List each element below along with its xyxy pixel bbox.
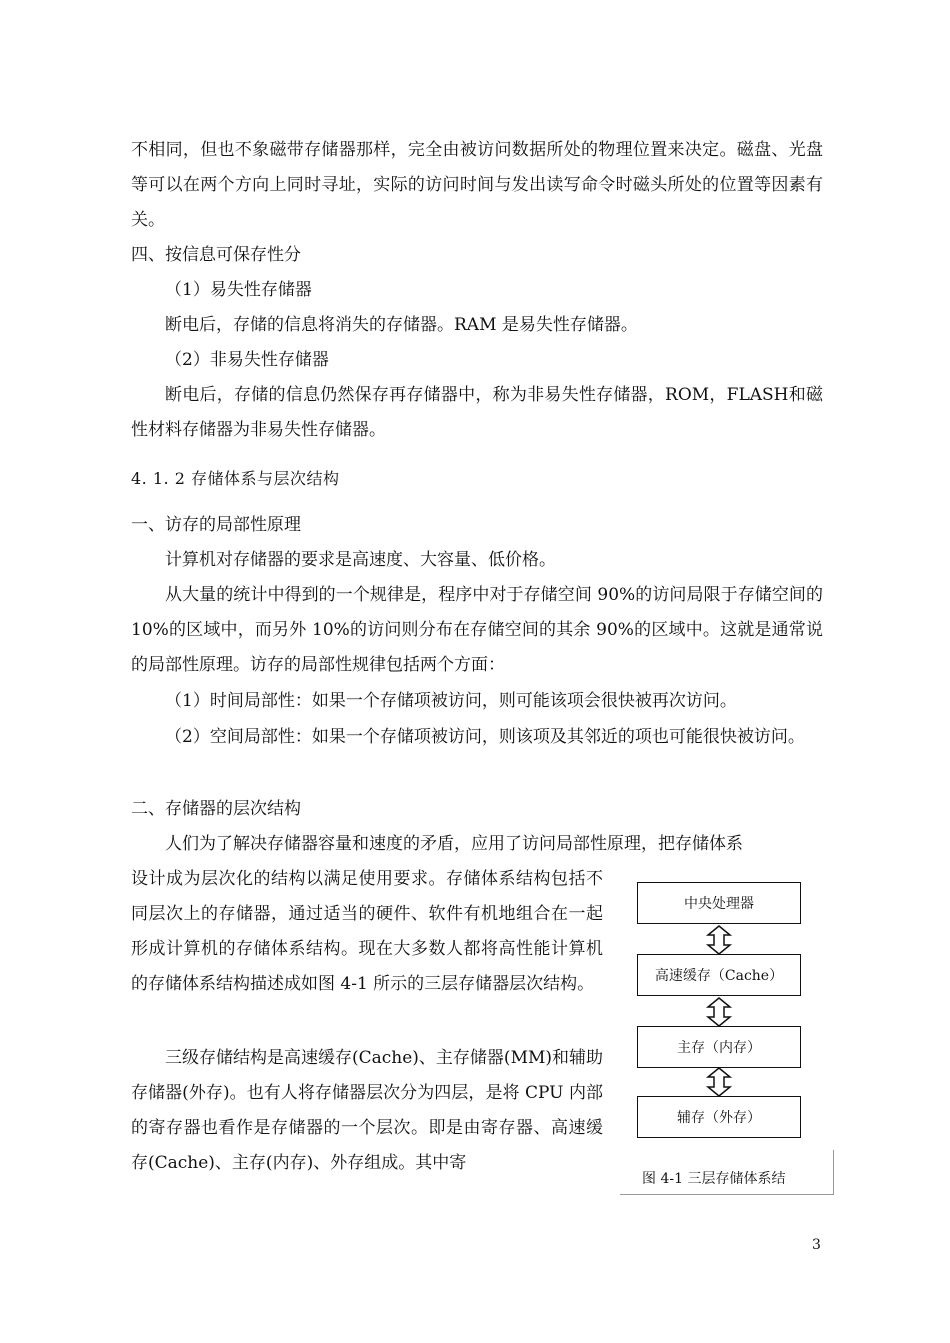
paragraph-locality-rule: 从大量的统计中得到的一个规律是，程序中对于存储空间 90%的访问局限于存储空间的 10%的区域中，而另外 10%的访问则分布在存储空间的其余 90%的区域中。这就是通常说的局部性原理。访存的局部性规律包括两个方面： (131, 585, 823, 675)
heading-hierarchy: 二、存储器的层次结构 (131, 799, 301, 819)
memory-hierarchy-figure (620, 870, 835, 1195)
paragraph-volatile: 断电后，存储的信息将消失的存储器。RAM 是易失性存储器。 (165, 315, 638, 335)
section-heading: 4. 1. 2 存储体系与层次结构 (131, 469, 340, 488)
double-arrow-icon (704, 996, 734, 1028)
box-auxiliary-memory: 辅存（外存） (637, 1096, 801, 1138)
box-cpu: 中央处理器 (637, 882, 801, 924)
page-number: 3 (812, 1237, 821, 1253)
double-arrow-icon (704, 924, 734, 956)
paragraph-temporal-locality: （1）时间局部性：如果一个存储项被访问，则可能该项会很快被再次访问。 (165, 691, 737, 711)
paragraph-nonvolatile: 断电后，存储的信息仍然保存再存储器中，称为非易失性存储器，ROM，FLASH和磁性材料存储器为非易失性存储器。 (131, 385, 823, 440)
subheading-volatile: （1）易失性存储器 (165, 280, 312, 300)
paragraph-hierarchy-body: 设计成为层次化的结构以满足使用要求。存储体系结构包括不同层次上的存储器，通过适当的硬件、软件有机地组合在一起形成计算机的存储体系结构。现在大多数人都将高性能计算机的存储体系结构描述成如图 4-1 所示的三层存储器层次结构。 (131, 869, 603, 994)
heading-retention: 四、按信息可保存性分 (131, 245, 301, 265)
figure-caption: 图 4-1 三层存储体系结 (642, 1171, 786, 1187)
heading-locality: 一、访存的局部性原理 (131, 515, 301, 535)
paragraph-hierarchy-intro: 人们为了解决存储器容量和速度的矛盾，应用了访问局部性原理，把存储体系 (165, 834, 743, 854)
box-main-memory: 主存（内存） (637, 1026, 801, 1068)
paragraph-spatial-locality: （2）空间局部性：如果一个存储项被访问，则该项及其邻近的项也可能很快被访问。 (165, 727, 805, 747)
paragraph-access-time: 不相同，但也不象磁带存储器那样，完全由被访问数据所处的物理位置来决定。磁盘、光盘等可以在两个方向上同时寻址，实际的访问时间与发出读写命令时磁头所处的位置等因素有关。 (131, 140, 823, 230)
subheading-nonvolatile: （2）非易失性存储器 (165, 350, 329, 370)
paragraph-requirements: 计算机对存储器的要求是高速度、大容量、低价格。 (165, 550, 556, 570)
box-cache: 高速缓存（Cache） (637, 954, 801, 996)
double-arrow-icon (704, 1066, 734, 1098)
paragraph-three-level: 三级存储结构是高速缓存(Cache)、主存储器(MM)和辅助存储器(外存)。也有人将存储器层次分为四层，是将 CPU 内部的寄存器也看作是存储器的一个层次。即是由寄存器、高速缓存(Cache)、主存(内存)、外存组成。其中寄 (131, 1048, 604, 1173)
